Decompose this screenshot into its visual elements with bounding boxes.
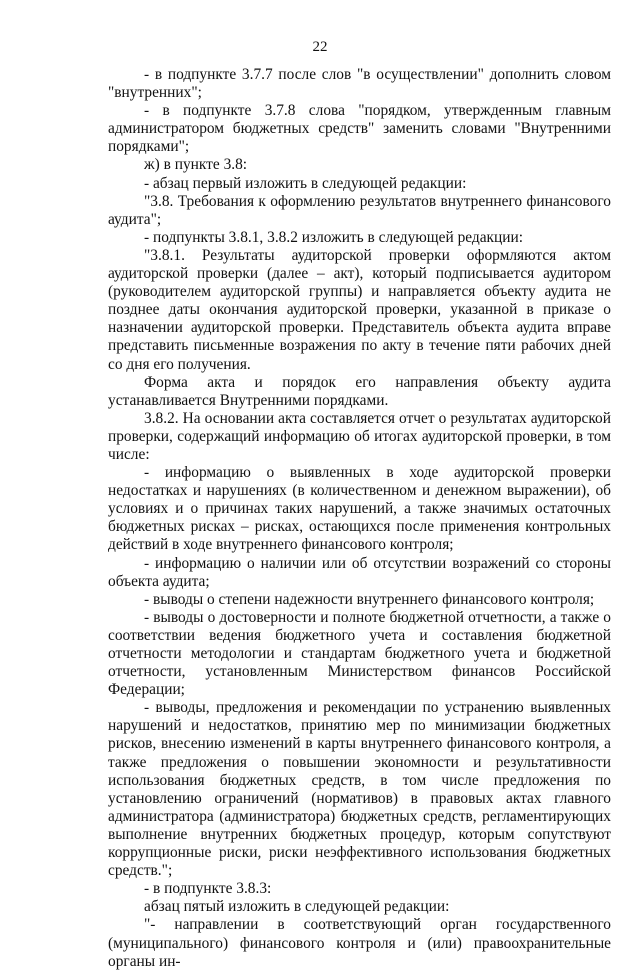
paragraph: - выводы о достоверности и полноте бюджетной отчетности, а также о соответствии ведения бюджетного учета и составления бюджетной отчетности методологии и стандартам бюджетного учета и бюджетной отчетности, установленным Министерством финансов Российской Федерации; — [108, 608, 611, 699]
paragraph: - абзац первый изложить в следующей редакции: — [144, 174, 467, 192]
paragraph: ж) в пункте 3.8: — [144, 156, 248, 174]
paragraph: - информацию о выявленных в ходе аудиторской проверки недостатках и нарушениях (в количественном и денежном выражении), об условиях и о причинах таких нарушений, а также значимых остаточных бюджетных рисках – рисках, остающихся после применения контрольных действий в ходе внутреннего финансового контроля; — [108, 464, 611, 554]
document-body — [108, 66, 611, 971]
paragraph: - в подпункте 3.8.3: — [144, 880, 272, 898]
paragraph: - в подпункте 3.7.7 после слов "в осуществлении" дополнить словом "внутренних"; — [108, 66, 611, 102]
paragraph: - в подпункте 3.7.8 слова "порядком, утвержденным главным администратором бюджетных средств" заменить словами "Внутренними порядками"; — [108, 102, 611, 156]
paragraph: - выводы, предложения и рекомендации по устранению выявленных нарушений и недостатков, принятию мер по минимизации бюджетных рисков, внесению изменений в карты внутреннего финансового контроля, а также предложения о повышении экономности и результативности использования бюджетных средств, в том числе предложения по установлению ограничений (нормативов) в правовых актах главного администратора (администратора) бюджетных средств, регламентирующих выполнение внутренних бюджетных процедур, которым сопутствуют коррупционные риски, риски неэффективного использования бюджетных средств."; — [108, 699, 611, 880]
paragraph: "3.8. Требования к оформлению результатов внутреннего финансового аудита"; — [108, 192, 611, 228]
paragraph: - подпункты 3.8.1, 3.8.2 изложить в следующей редакции: — [144, 228, 524, 246]
paragraph: 3.8.2. На основании акта составляется отчет о результатах аудиторской проверки, содержащий информацию об итогах аудиторской проверки, в том числе: — [108, 409, 611, 463]
paragraph: "- направлении в соответствующий орган государственного (муниципального) финансового контроля и (или) правоохранительные органы ин- — [108, 916, 611, 970]
paragraph: "3.8.1. Результаты аудиторской проверки оформляются актом аудиторской проверки (далее – акт), который подписывается аудитором (руководителем аудиторской группы) и направляется объекту аудита не позднее даты окончания аудиторской проверки, указанной в приказе о назначении аудиторской проверки. Представитель объекта аудита вправе представить письменные возражения по акту в течение пяти рабочих дней со дня его получения. — [108, 246, 611, 373]
paragraph: - выводы о степени надежности внутреннего финансового контроля; — [144, 590, 595, 608]
paragraph: - информацию о наличии или об отсутствии возражений со стороны объекта аудита; — [108, 554, 611, 590]
paragraph: Форма акта и порядок его направления объекту аудита устанавливается Внутренними порядками. — [108, 373, 611, 409]
page-number: 22 — [312, 39, 328, 55]
paragraph: абзац пятый изложить в следующей редакции: — [144, 898, 450, 916]
